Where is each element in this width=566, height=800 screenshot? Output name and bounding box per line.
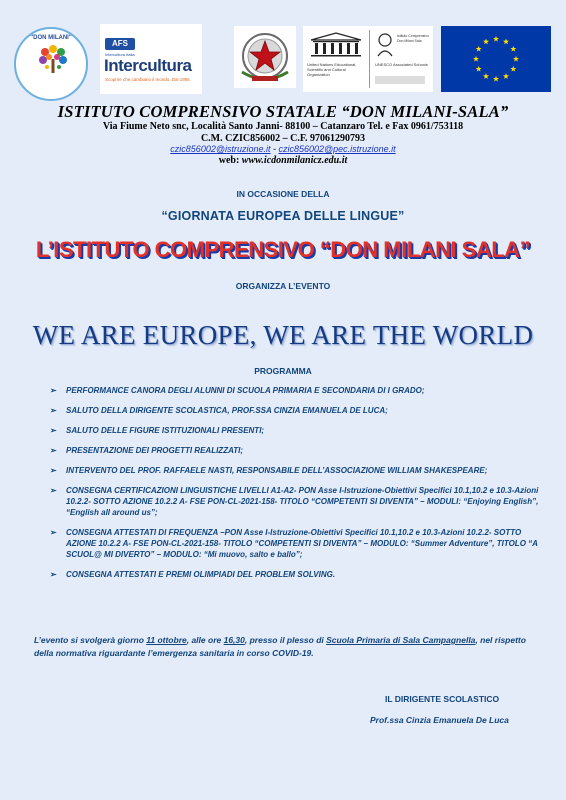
school-website: [0, 155, 566, 166]
program-item: ➢ CONSEGNA CERTIFICAZIONI LINGUISTICHE LIVELLI A1-A2- PON Asse I-Istruzione-Obiettivi Specifici 10.1,10.2 e 10.3-Azioni 10.2.2- SOTTO AZIONE 10.2.2 A- FSE PON-CL-2021-158- TITOLO “COMPETENTI SI DIVENTA” – MODULI: “Enjoying English”, “English all around us”;: [50, 486, 539, 517]
eu-star-icon: [476, 66, 482, 72]
eu-star-icon: [510, 46, 516, 52]
email-link[interactable]: czic856002@istruzione.it: [170, 144, 271, 154]
program-item: ➢ PRESENTAZIONE DEI PROGETTI REALIZZATI;: [50, 446, 244, 455]
eu-star-icon: [503, 38, 509, 44]
emblem-icon: [234, 26, 296, 88]
afs-intercultura-logo: [100, 24, 202, 94]
eu-star-icon: [476, 46, 482, 52]
eu-star-icon: [473, 56, 479, 62]
arrow-icon: ➢: [50, 486, 57, 495]
arrow-icon: ➢: [50, 570, 57, 579]
intercultura-tagline: Scoprire che cambiano il mondo. Dal 1955: [105, 77, 190, 82]
program-item: ➢ SALUTO DELLE FIGURE ISTITUZIONALI PRESENTI;: [50, 426, 265, 435]
school-name: ISTITUTO COMPRENSIVO STATALE “DON MILANI-SALA”: [57, 102, 509, 121]
asp-network-name: UNESCO Associated Schools: [375, 62, 428, 67]
eu-star-icon: [513, 56, 519, 62]
eu-star-icon: [503, 73, 509, 79]
tree-icon: [36, 43, 70, 77]
program-list: [50, 385, 540, 580]
unesco-separator: [369, 30, 370, 88]
event-time: 16,30: [223, 635, 245, 645]
arrow-icon: ➢: [50, 466, 57, 475]
event-place: Scuola Primaria di Sala Campagnella: [326, 635, 476, 645]
eu-star-icon: [483, 73, 489, 79]
occasion-line: IN OCCASIONE DELLA: [236, 189, 330, 199]
arrow-icon: ➢: [50, 386, 57, 395]
program-item: ➢ CONSEGNA ATTESTATI E PREMI OLIMPIADI DEL PROBLEM SOLVING.: [50, 570, 336, 579]
arrow-icon: ➢: [50, 446, 57, 455]
school-emails: [0, 144, 566, 154]
don-milani-logo-text: "DON MILANI": [30, 35, 72, 41]
eu-star-icon: [483, 38, 489, 44]
eu-stars-icon: [441, 26, 551, 92]
unesco-text: United Nations Educational, Scientific and Cultural Organization: [307, 62, 357, 77]
pec-email-link[interactable]: czic856002@pec.istruzione.it: [278, 144, 396, 154]
event-date: 11 ottobre: [146, 635, 187, 645]
asp-school-icon: [375, 32, 395, 58]
event-title: WE ARE EUROPE, WE ARE THE WORLD: [32, 320, 534, 350]
school-banner: L’ISTITUTO COMPRENSIVO “DON MILANI SALA”: [35, 237, 531, 262]
web-link[interactable]: www.icdonmilanicz.edu.it: [241, 155, 348, 166]
signature-name: Prof.ssa Cinzia Emanuela De Luca: [370, 715, 509, 725]
afs-badge: AFS: [105, 38, 135, 50]
asp-school-name: Istituto Comprensivo Don Milani Sala: [397, 34, 429, 43]
program-heading: PROGRAMMA: [254, 366, 312, 376]
arrow-icon: ➢: [50, 528, 57, 537]
school-codes: C.M. CZIC856002 – C.F. 97061290793: [200, 133, 366, 144]
afs-sub: Intercultura Italia: [105, 52, 135, 57]
event-info: L’evento si svolgerà giorno 11 ottobre, alle ore 16,30, presso il plesso di Scuola Primaria di Sala Campagnella, nel rispetto della normativa riguardante l’emergenza sanitaria in corso COVID-19.: [34, 635, 526, 658]
web-label: web:: [218, 155, 240, 166]
event-day: “GIORNATA EUROPEA DELLE LINGUE”: [161, 209, 405, 223]
program-item: ➢ INTERVENTO DEL PROF. RAFFAELE NASTI, RESPONSABILE DELL’ASSOCIAZIONE WILLIAM SHAKESPEARE;: [50, 466, 488, 475]
arrow-icon: ➢: [50, 406, 57, 415]
asp-bar: [375, 76, 425, 84]
eu-star-icon: [493, 76, 499, 82]
arrow-icon: ➢: [50, 426, 57, 435]
signature-title: IL DIRIGENTE SCOLASTICO: [385, 694, 500, 704]
organizes-line: ORGANIZZA L’EVENTO: [235, 281, 331, 291]
program-item: ➢ CONSEGNA ATTESTATI DI FREQUENZA –PON Asse I-Istruzione-Obiettivi Specifici 10.1,10.2 e 10.3-Azioni 10.2.2- SOTTO AZIONE 10.2.2 A- FSE PON-CL-2021-158- TITOLO “COMPETENTI SI DIVENTA” – MODULO: “Summer Adventure”, TITOLO “A SCUOL@ MI DIVERTO” – MODULO: “Mi muovo, salto e ballo”;: [50, 528, 538, 559]
logo-strip: [0, 24, 566, 96]
program-item: ➢ PERFORMANCE CANORA DEGLI ALUNNI DI SCUOLA PRIMARIA E SECONDARIA DI I GRADO;: [50, 386, 425, 395]
program-item: ➢ SALUTO DELLA DIRIGENTE SCOLASTICA, PROF.SSA CINZIA EMANUELA DE LUCA;: [50, 406, 388, 415]
eu-star-icon: [510, 66, 516, 72]
unesco-logo: [303, 26, 433, 92]
italian-republic-emblem: [234, 26, 296, 88]
eu-flag: [441, 26, 551, 92]
school-address: Via Fiume Neto snc, Località Santo Janni- 88100 – Catanzaro Tel. e Fax 0961/753118: [102, 121, 464, 132]
unesco-temple-icon: [307, 32, 365, 58]
intercultura-name: Intercultura: [104, 56, 192, 75]
email-separator: -: [270, 144, 279, 154]
don-milani-logo: [14, 27, 88, 101]
eu-star-icon: [493, 36, 499, 42]
